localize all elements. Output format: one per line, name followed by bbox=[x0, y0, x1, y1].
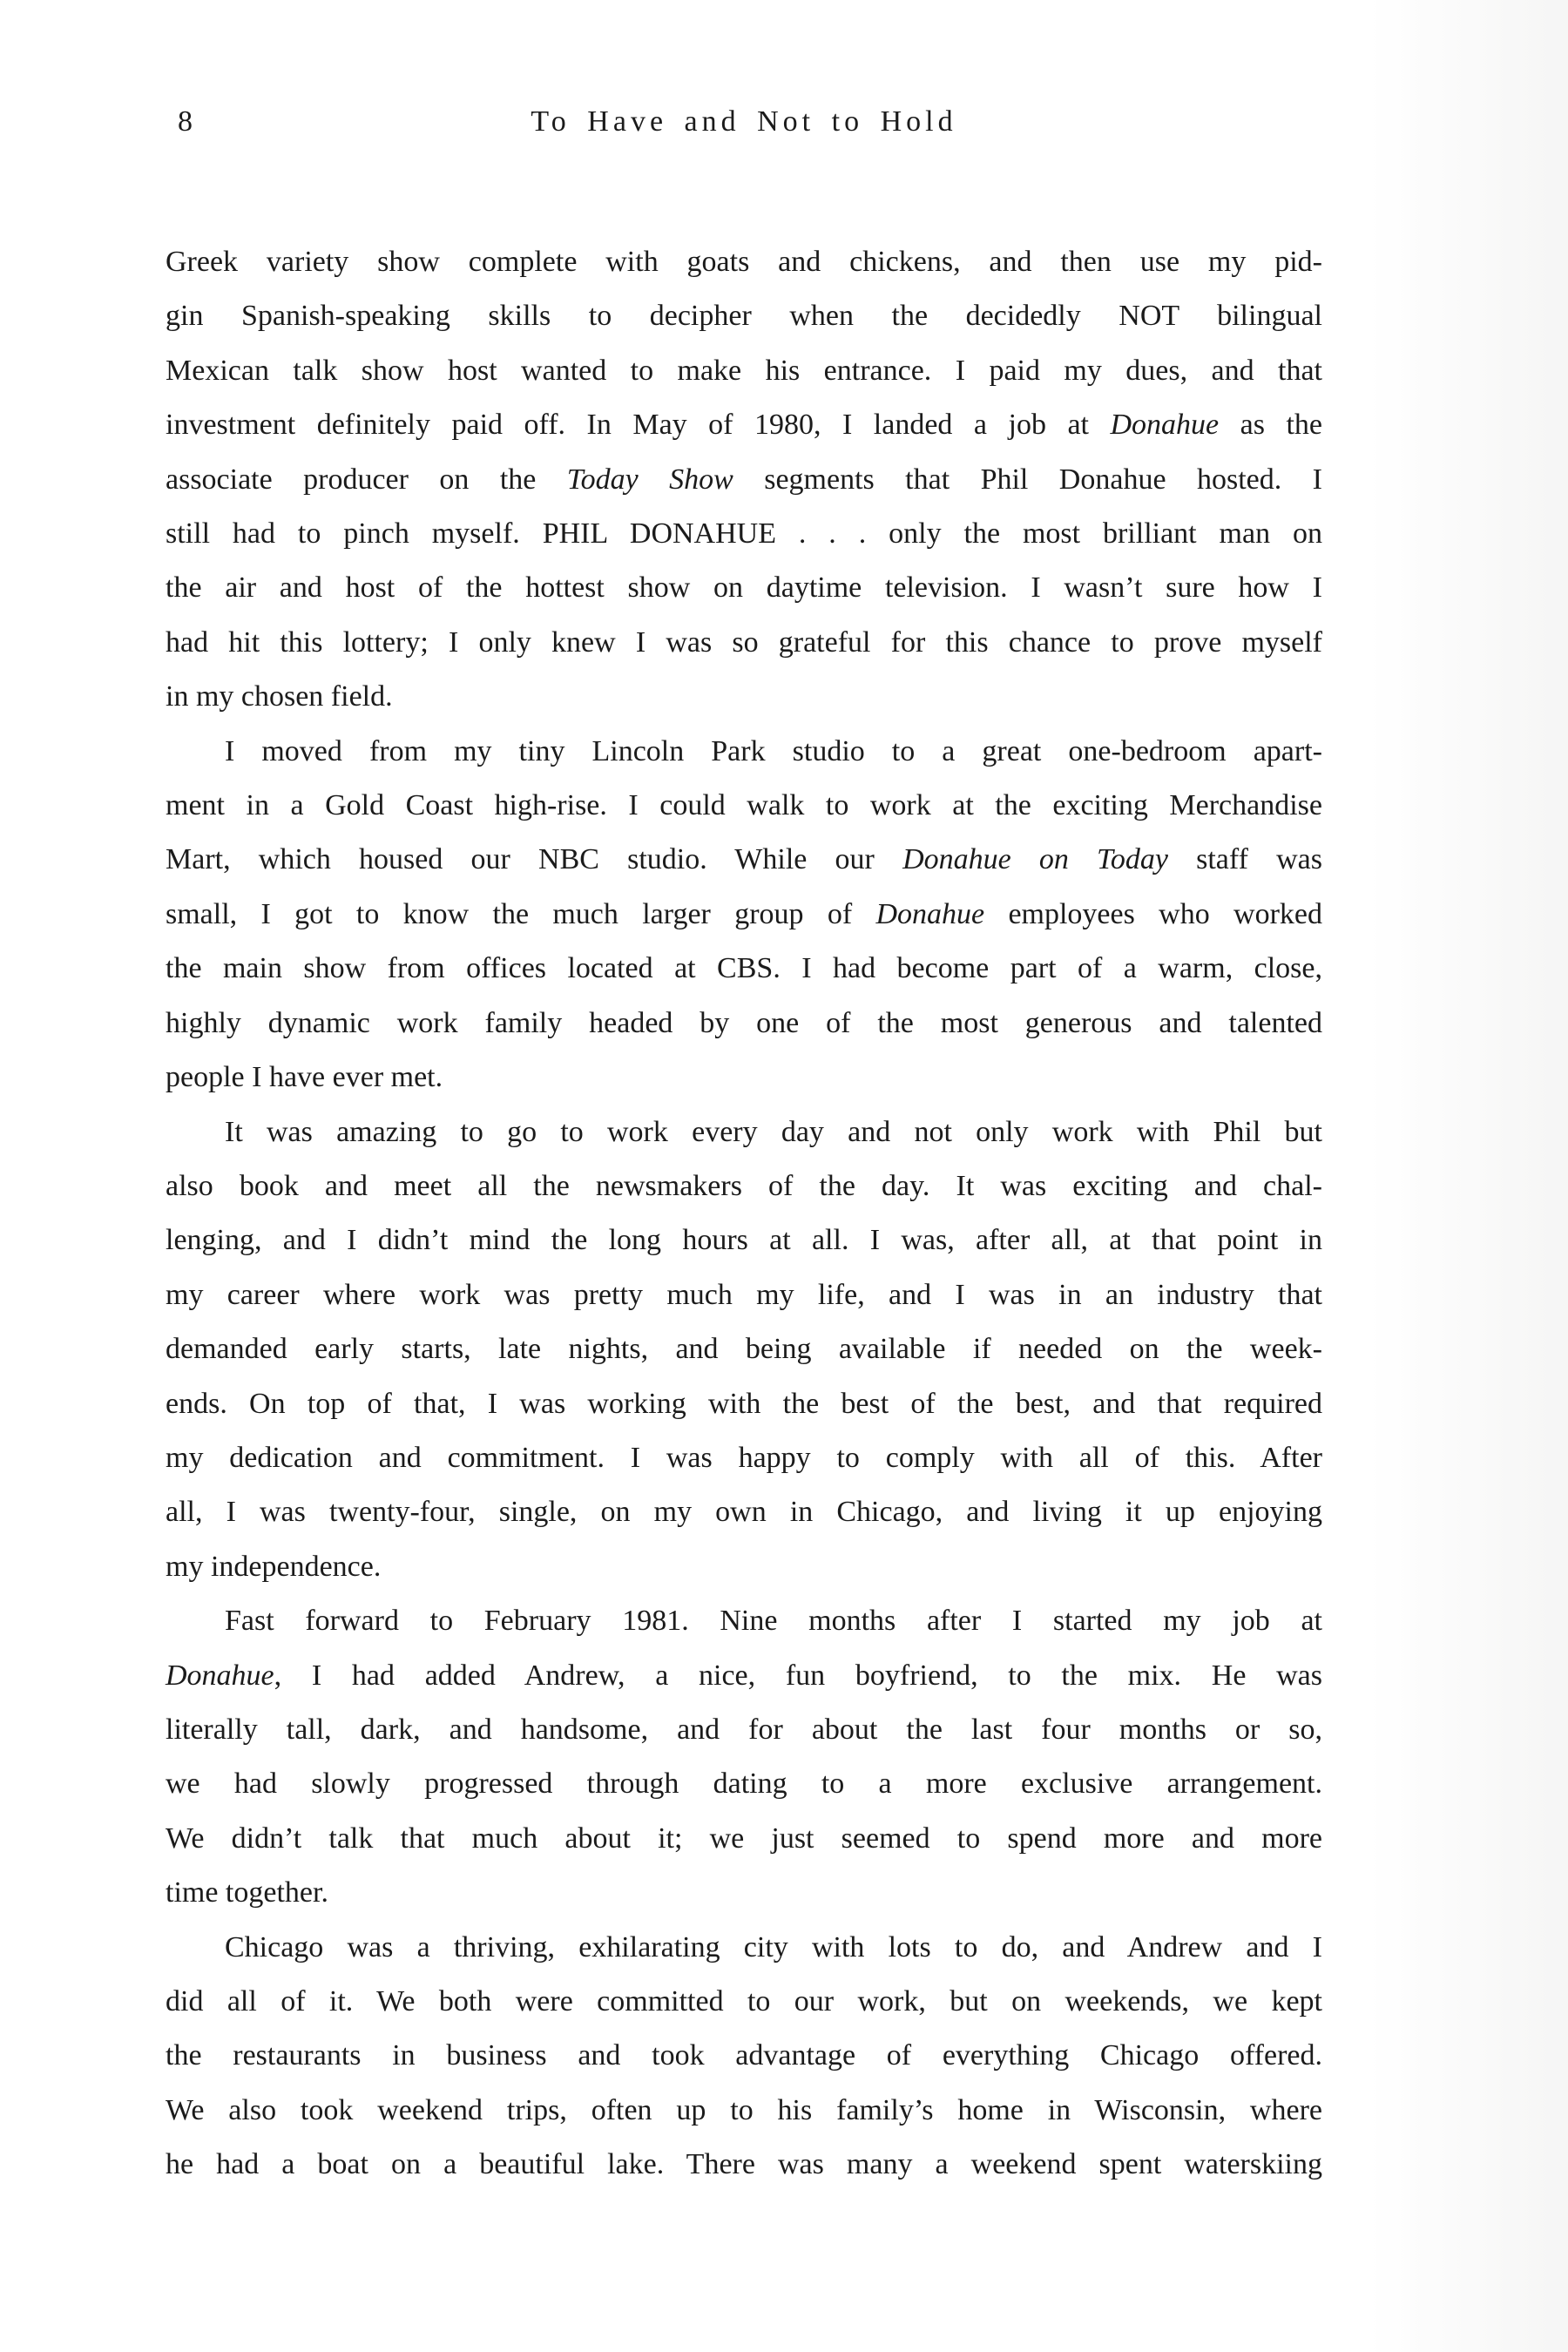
body-text: It was amazing to go to work every day and not only work with Phil but bbox=[225, 1115, 1322, 1148]
text-line bbox=[166, 779, 1322, 833]
body-text: I moved from my tiny Lincoln Park studio to a great one-bedroom apart- bbox=[225, 734, 1322, 767]
text-line bbox=[166, 507, 1322, 561]
body-text: in my chosen field. bbox=[166, 680, 393, 713]
text-line bbox=[166, 453, 1322, 507]
text-line bbox=[166, 2029, 1322, 2083]
body-text: , I had added Andrew, a nice, fun boyfriend, to the mix. He was bbox=[274, 1659, 1322, 1692]
body-text: all, I was twenty-four, single, on my own in Chicago, and living it up enjoying bbox=[166, 1496, 1322, 1529]
body-text: ment in a Gold Coast high-rise. I could walk to work at the exciting Merchandise bbox=[166, 789, 1322, 822]
body-text: employees who worked bbox=[984, 897, 1322, 930]
body-text: the main show from offices located at CBS. I had become part of a warm, close, bbox=[166, 952, 1322, 985]
page-header bbox=[166, 101, 1322, 143]
body-text: people I have ever met. bbox=[166, 1061, 443, 1094]
paragraph bbox=[166, 1594, 1322, 1920]
body-text: demanded early starts, late nights, and being available if needed on the week- bbox=[166, 1333, 1322, 1366]
body-text: Fast forward to February 1981. Nine months after I started my job at bbox=[225, 1605, 1322, 1638]
body-text: my career where work was pretty much my life, and I was in an industry that bbox=[166, 1278, 1322, 1311]
paragraph bbox=[166, 1105, 1322, 1595]
italic-text: Donahue bbox=[166, 1659, 274, 1692]
text-line bbox=[166, 2138, 1322, 2192]
italic-text: Donahue bbox=[875, 897, 985, 930]
body-text: the restaurants in business and took advantage of everything Chicago offered. bbox=[166, 2039, 1322, 2072]
body-text: my independence. bbox=[166, 1550, 382, 1583]
text-line bbox=[166, 1051, 1322, 1105]
italic-text: Today Show bbox=[566, 463, 733, 496]
page-number: 8 bbox=[178, 105, 193, 138]
text-line bbox=[166, 942, 1322, 996]
text-line bbox=[166, 1921, 1322, 1975]
text-line bbox=[166, 1703, 1322, 1757]
body-text: staff was bbox=[1167, 843, 1322, 876]
body-text: we had slowly progressed through dating to a more exclusive arrangement. bbox=[166, 1767, 1322, 1801]
italic-text: Donahue on Today bbox=[902, 843, 1168, 876]
text-line bbox=[166, 1866, 1322, 1920]
text-line bbox=[166, 1213, 1322, 1267]
body-text: We didn’t talk that much about it; we just seemed to spend more and more bbox=[166, 1821, 1322, 1855]
text-line bbox=[166, 1540, 1322, 1594]
body-text: ends. On top of that, I was working with the best of the best, and that required bbox=[166, 1387, 1322, 1420]
body-text: the air and host of the hottest show on daytime television. I wasn’t sure how I bbox=[166, 571, 1322, 605]
text-line bbox=[166, 1431, 1322, 1485]
body-text: investment definitely paid off. In May of 1980, I landed a job at bbox=[166, 409, 1111, 442]
body-text: highly dynamic work family headed by one of the most generous and talented bbox=[166, 1006, 1322, 1039]
text-line bbox=[166, 1322, 1322, 1376]
text-line bbox=[166, 1594, 1322, 1648]
text-line bbox=[166, 1377, 1322, 1431]
text-line bbox=[166, 235, 1322, 289]
body-text: segments that Phil Donahue hosted. I bbox=[733, 463, 1322, 496]
page-body bbox=[166, 235, 1322, 2193]
body-text: had hit this lottery; I only knew I was so grateful for this chance to prove myself bbox=[166, 625, 1322, 659]
body-text: small, I got to know the much larger group of bbox=[166, 897, 876, 930]
body-text: he had a boat on a beautiful lake. There was many a weekend spent waterskiing bbox=[166, 2148, 1322, 2181]
body-text: literally tall, dark, and handsome, and for about the last four months or so, bbox=[166, 1713, 1322, 1746]
body-text: Greek variety show complete with goats and chickens, and then use my pid- bbox=[166, 246, 1322, 278]
text-line bbox=[166, 997, 1322, 1051]
running-head: To Have and Not to Hold bbox=[531, 105, 957, 138]
text-line bbox=[166, 398, 1322, 452]
paragraph bbox=[166, 235, 1322, 725]
body-text: my dedication and commitment. I was happy to comply with all of this. After bbox=[166, 1441, 1322, 1474]
paragraph bbox=[166, 1921, 1322, 2193]
paragraph bbox=[166, 725, 1322, 1105]
text-line bbox=[166, 725, 1322, 779]
body-text: Chicago was a thriving, exhilarating city with lots to do, and Andrew and I bbox=[225, 1930, 1322, 1963]
body-text: lenging, and I didn’t mind the long hours at all. I was, after all, at that point in bbox=[166, 1224, 1322, 1257]
text-line bbox=[166, 833, 1322, 887]
text-line bbox=[166, 1975, 1322, 2029]
text-line bbox=[166, 289, 1322, 343]
text-line bbox=[166, 344, 1322, 398]
text-line bbox=[166, 1812, 1322, 1866]
text-line bbox=[166, 888, 1322, 942]
text-line bbox=[166, 2084, 1322, 2138]
text-line bbox=[166, 1485, 1322, 1539]
body-text: Mart, which housed our NBC studio. While our bbox=[166, 843, 903, 876]
text-line bbox=[166, 1159, 1322, 1213]
text-line bbox=[166, 1268, 1322, 1322]
body-text: We also took weekend trips, often up to his family’s home in Wisconsin, where bbox=[166, 2093, 1322, 2126]
text-line bbox=[166, 1649, 1322, 1703]
body-text: time together. bbox=[166, 1876, 328, 1909]
text-line bbox=[166, 561, 1322, 615]
page-edge-shade bbox=[1368, 0, 1568, 2352]
body-text: associate producer on the bbox=[166, 463, 567, 496]
text-line bbox=[166, 670, 1322, 724]
italic-text: Donahue bbox=[1110, 409, 1220, 442]
body-text: also book and meet all the newsmakers of the day. It was exciting and chal- bbox=[166, 1169, 1322, 1202]
body-text: as the bbox=[1219, 409, 1323, 442]
text-line bbox=[166, 1105, 1322, 1159]
body-text: did all of it. We both were committed to our work, but on weekends, we kept bbox=[166, 1985, 1322, 2017]
body-text: still had to pinch myself. PHIL DONAHUE . . . only the most brilliant man on bbox=[166, 517, 1322, 551]
body-text: gin Spanish-speaking skills to decipher when the decidedly NOT bilingual bbox=[166, 300, 1322, 333]
text-line bbox=[166, 616, 1322, 670]
text-line bbox=[166, 1757, 1322, 1811]
body-text: Mexican talk show host wanted to make his entrance. I paid my dues, and that bbox=[166, 354, 1322, 387]
